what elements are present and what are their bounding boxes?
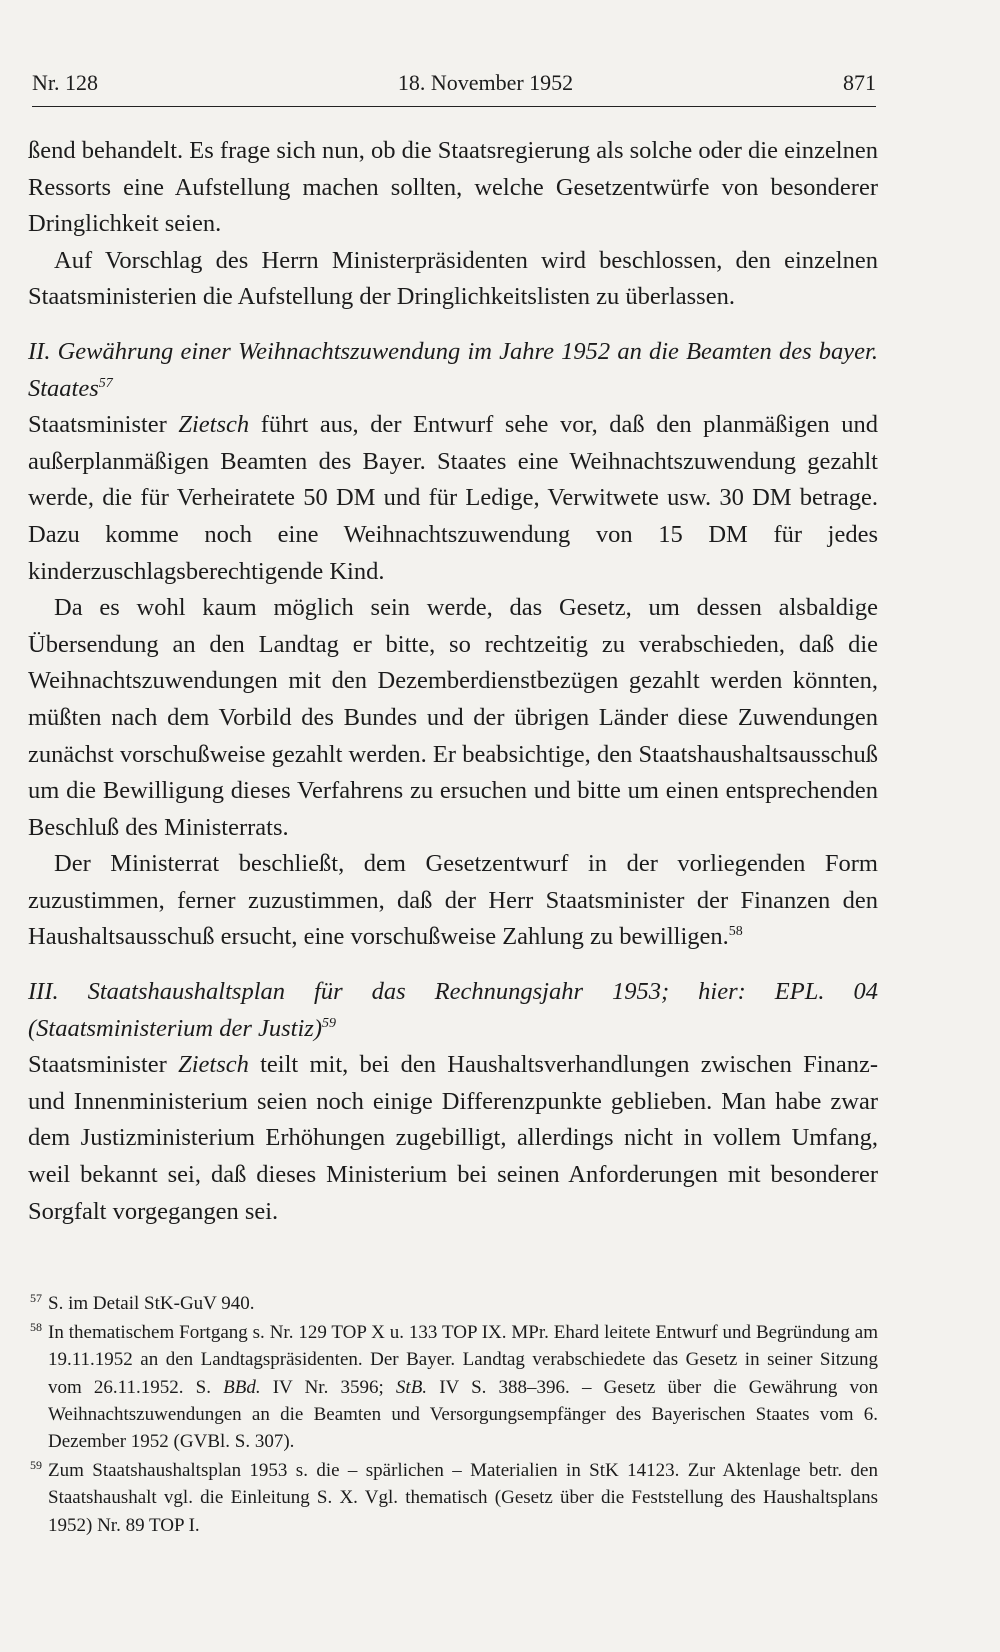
main-text	[28, 133, 878, 1230]
footnote	[28, 1290, 878, 1317]
footnote-text: S. im Detail StK-GuV 940.	[48, 1293, 255, 1314]
footnote-number: 59	[30, 1458, 42, 1473]
citation-abbrev: BBd.	[223, 1376, 261, 1398]
person-name: Zietsch	[178, 411, 250, 439]
footnote-text: IV S. 388–396. – Gesetz über die Gewährung von Weihnachtszuwendungen an die Beamten und Versorgungsempfänger des Bayerischen Staates vom 6. Dezember 1952 (GVBl. S. 307).	[48, 1376, 879, 1453]
footnote-ref: 58	[728, 924, 743, 940]
text-run: führt aus, der Entwurf sehe vor, daß den planmäßigen und außerplanmäßigen Beamten des Bayer. Staates eine Weihnachtszuwendung gezahlt werde, die für Verheiratete 50 DM und für Ledige, Verwitwete usw. 30 DM betrage. Dazu komme noch eine Weihnachtszuwendung von 15 DM für jedes kinderzuschlagsberechtigende Kind.	[28, 411, 878, 585]
agenda-heading-iii	[28, 974, 878, 1047]
paragraph	[28, 407, 878, 590]
agenda-heading-text: III. Staatshaushaltsplan für das Rechnungsjahr 1953; hier: EPL. 04 (Staatsministerium der Justiz)	[28, 978, 878, 1042]
footnote-ref: 57	[98, 375, 113, 391]
person-name: Zietsch	[178, 1051, 249, 1079]
footnote-text: IV Nr. 3596;	[260, 1376, 396, 1398]
footnote-text: Zum Staatshaushaltsplan 1953 s. die – spärlichen – Materialien in StK 14123. Zur Aktenlage betr. den Staatshaushalt vgl. die Einleitung S. X. Vgl. thematisch (Gesetz über die Feststellung des Haushaltsplans 1952) Nr. 89 TOP I.	[48, 1460, 878, 1536]
footnote-text: In thematischem Fortgang s. Nr. 129 TOP X u. 133 TOP IX. MPr. Ehard leitete Entwurf und Begründung am 19.11.1952 an den Landtagspräsidenten. Der Bayer. Landtag verabschiedete das Gesetz in seiner Sitzung vom 26.11.1952. S.	[48, 1322, 878, 1398]
footnote-number: 57	[30, 1291, 42, 1305]
paragraph: Da es wohl kaum möglich sein werde, das Gesetz, um dessen alsbaldige Übersendung an den Landtag er bitte, so rechtzeitig zu verabschieden, daß die Weihnachtszuwendungen mit den Dezemberdienstbezügen gezahlt werden könnten, müßten nach dem Vorbild des Bundes und der übrigen Länder diese Zuwendungen zunächst vorschußweise gezahlt werden. Er beabsichtige, den Staatshaushaltsausschuß um die Bewilligung dieses Verfahrens zu ersuchen und bitte um einen entsprechenden Beschluß des Ministerrats.	[28, 594, 878, 841]
text-run: Staatsminister	[28, 411, 179, 439]
paragraph	[28, 1047, 878, 1230]
agenda-heading-text: II. Gewährung einer Weihnachtszuwendung im Jahre 1952 an die Beamten des bayer. Staates	[28, 337, 878, 402]
text-run: Staatsminister	[28, 1051, 179, 1079]
paragraph	[28, 846, 878, 956]
footnote	[28, 1319, 878, 1455]
citation-abbrev: StB.	[395, 1376, 428, 1398]
footnote-ref: 59	[322, 1015, 336, 1031]
running-header	[32, 70, 876, 107]
paragraph: ßend behandelt. Es frage sich nun, ob die Staatsregierung als solche oder die einzelnen Ressorts eine Aufstellung machen sollten, welche Gesetzentwürfe von besonderer Dringlichkeit seien.	[28, 137, 878, 238]
footnote	[28, 1457, 878, 1539]
agenda-heading-ii	[28, 334, 878, 407]
protocol-number: Nr. 128	[32, 70, 98, 95]
footnote-number: 58	[30, 1320, 42, 1335]
page-number: 871	[843, 70, 876, 95]
text-run: Der Ministerrat beschließt, dem Gesetzentwurf in der vorliegenden Form zuzustimmen, ferner zuzustimmen, daß der Herr Staatsminister der Finanzen den Haushaltsausschuß ersucht, eine vorschußweise Zahlung zu bewilligen.	[28, 850, 878, 951]
session-date: 18. November 1952	[397, 70, 574, 95]
footnotes	[28, 1290, 878, 1541]
text-run: teilt mit, bei den Haushaltsverhandlungen zwischen Finanz- und Innenministerium seien noch einige Differenzpunkte geblieben. Man habe zwar dem Justizministerium Erhöhungen zugebilligt, allerdings nicht in vollem Umfang, weil bekannt sei, daß dieses Ministerium bei seinen Anforderungen mit besonderer Sorgfalt vorgegangen sei.	[28, 1051, 878, 1225]
paragraph: Auf Vorschlag des Herrn Ministerpräsidenten wird beschlossen, den einzelnen Staatsministerien die Aufstellung der Dringlichkeitslisten zu überlassen.	[28, 246, 878, 311]
